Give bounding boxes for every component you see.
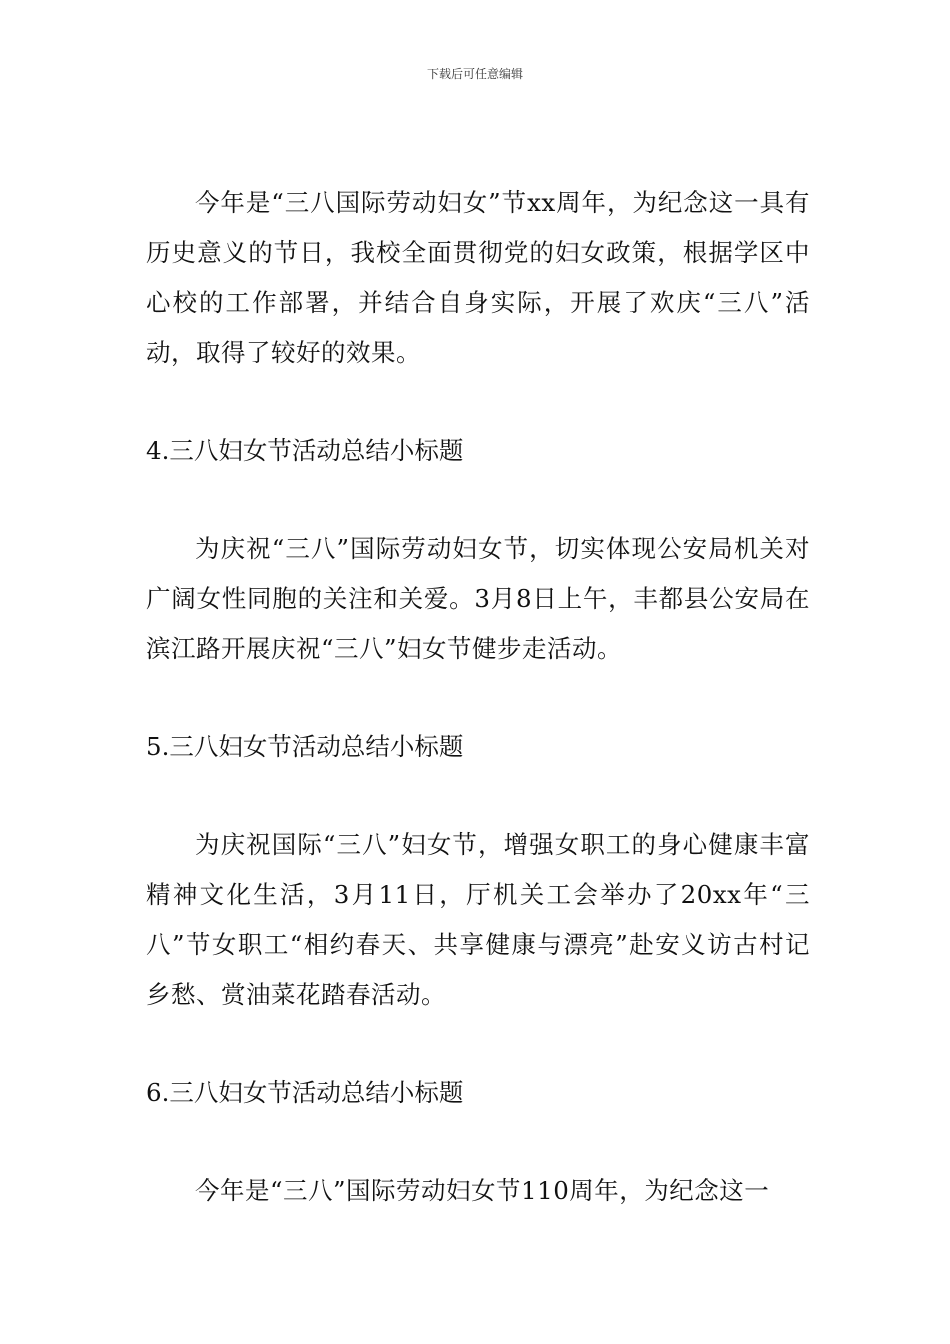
paragraph-intro: 今年是“三八国际劳动妇女”节xx周年，为纪念这一具有历史意义的节日，我校全面贯彻党的妇女政策，根据学区中心校的工作部署，并结合自身实际，开展了欢庆“三八”活动，取得了较好的效果。 (146, 188, 810, 367)
page-header-note: 下载后可任意编辑 (426, 67, 523, 81)
paragraph-section-4: 为庆祝“三八”国际劳动妇女节，切实体现公安局机关对广阔女性同胞的关注和关爱。3月8日上午，丰都县公安局在滨江路开展庆祝“三八”妇女节健步走活动。 (146, 534, 810, 663)
section-heading-6: 6.三八妇女节活动总结小标题 (146, 1078, 464, 1107)
paragraph-section-6: 今年是“三八”国际劳动妇女节110周年，为纪念这一 (195, 1176, 770, 1205)
document-body (146, 178, 810, 1216)
paragraph-section-5: 为庆祝国际“三八”妇女节，增强女职工的身心健康丰富精神文化生活，3月11日，厅机关工会举办了20xx年“三八”节女职工“相约春天、共享健康与漂亮”赴安义访古村记乡愁、赏油菜花踏春活动。 (146, 830, 810, 1009)
section-heading-4: 4.三八妇女节活动总结小标题 (146, 436, 464, 465)
section-heading-5: 5.三八妇女节活动总结小标题 (146, 732, 464, 761)
